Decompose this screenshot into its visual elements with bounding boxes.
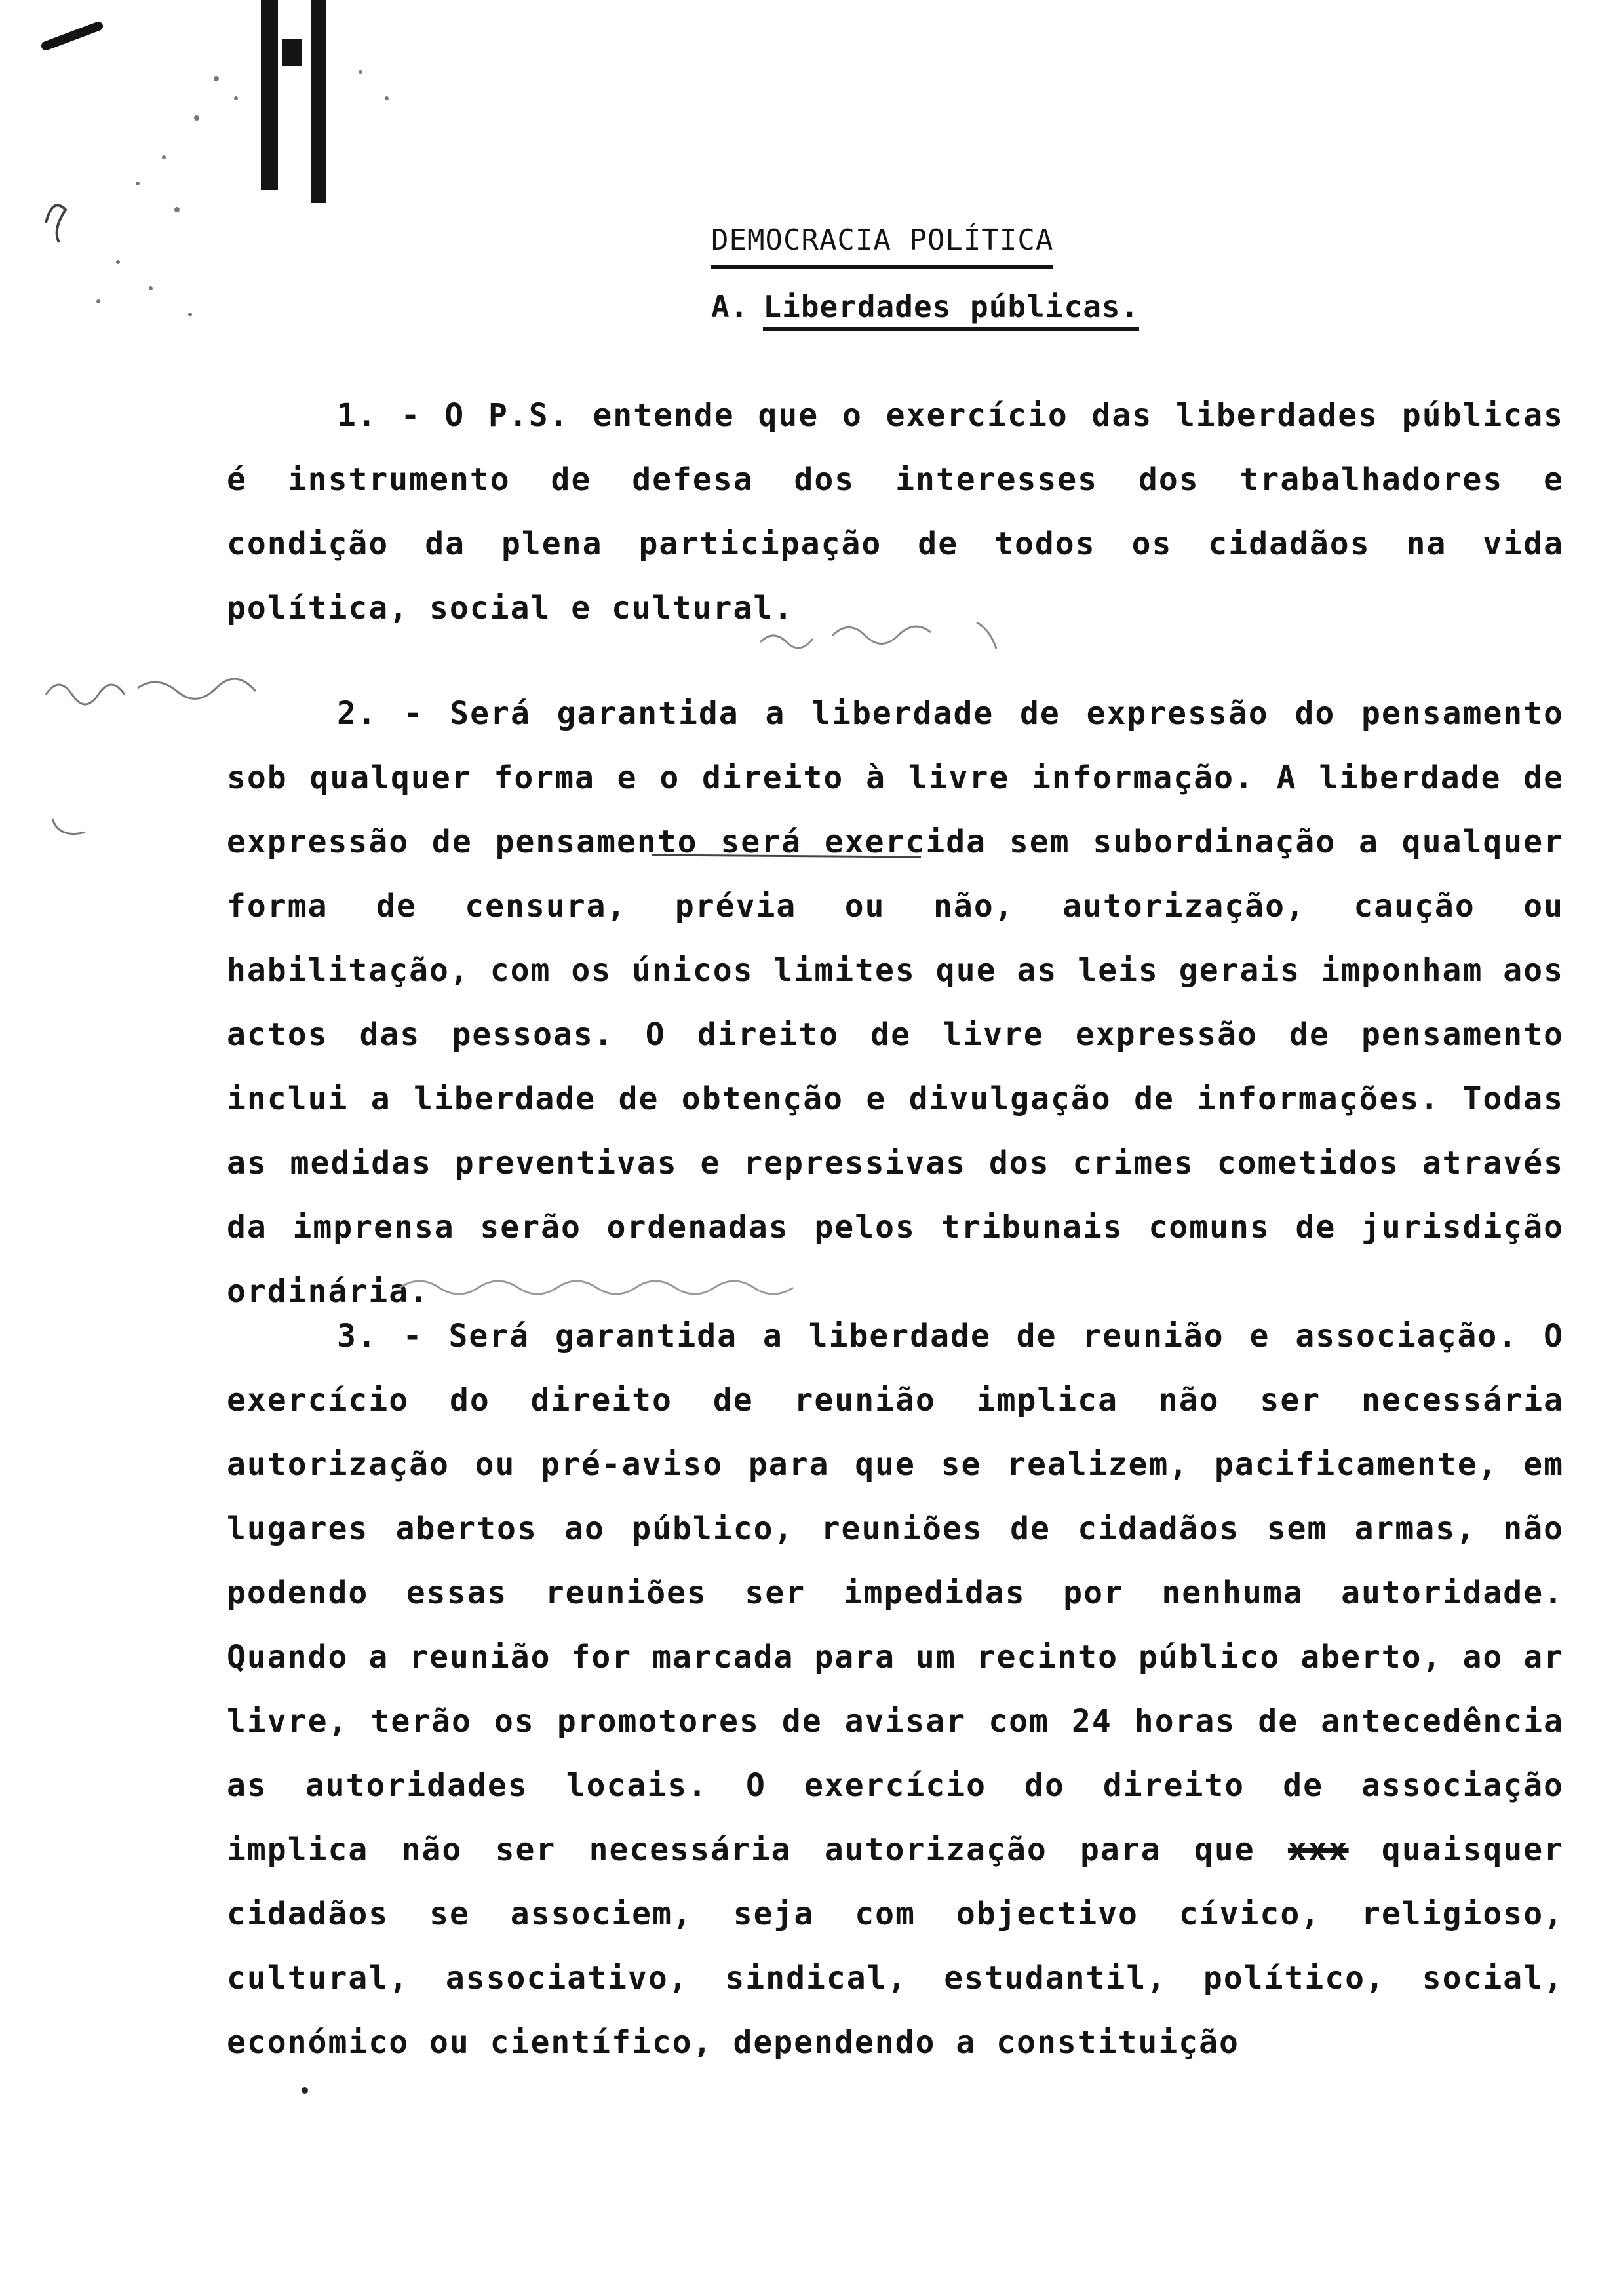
paragraph-3 [227,1304,1564,2075]
struck-out-word: xxx [1287,1831,1349,1868]
margin-pencil-scribble-2 [754,609,1029,655]
margin-pencil-scribble-3 [393,1268,865,1301]
ink-dot [298,2084,311,2097]
paragraph-1: 1. - O P.S. entende que o exercício das liberdades públicas é instrumento de defesa dos interesses dos trabalhadores e condição da plena participação de todos os cidadãos na vida política, social e cultural. [227,397,1564,626]
section-title: Liberdades públicas. [763,289,1139,331]
document-title: DEMOCRACIA POLÍTICA [711,223,1053,269]
margin-pencil-scribble-1 [39,668,275,708]
paragraph-3-text-after: quaisquer cidadãos se associem, seja com objectivo cívico, religioso, cultural, associativo, sindical, estudantil, político, social, económico ou científico, dependendo a constituição [227,1831,1565,2061]
margin-pencil-mark [46,813,98,845]
paragraph-3-text-before: 3. - Será garantida a liberdade de reunião e associação. O exercício do direito de reunião implica não ser necessária autorização ou pré-aviso para que se realizem, pacificamente, em lugares abertos ao público, reuniões de cidadãos sem armas, não podendo essas reuniões ser impedidas por nenhuma autoridade. Quando a reunião for marcada para um recinto público aberto, ao ar livre, terão os promotores de avisar com 24 horas de antecedência as autoridades locais. O exercício do direito de associação implica não ser necessária autorização para que [227,1318,1564,1868]
section-heading [711,288,1139,325]
margin-stamp-marks [20,0,439,419]
section-letter: A. [711,289,749,324]
underline-mark [649,845,924,865]
paragraph-2: 2. - Será garantida a liberdade de expressão do pensamento sob qualquer forma e o direito à livre informação. A liberdade de expressão de pensamento será exercida sem subordinação a qualquer forma de censura, prévia ou não, autorização, caução ou habilitação, com os únicos limites que as leis gerais imponham aos actos das pessoas. O direito de livre expressão de pensamento inclui a liberdade de obtenção e divulgação de informações. Todas as medidas preventivas e repressivas dos crimes cometidos através da imprensa serão ordenadas pelos tribunais comuns de jurisdição ordinária. [227,695,1564,1310]
